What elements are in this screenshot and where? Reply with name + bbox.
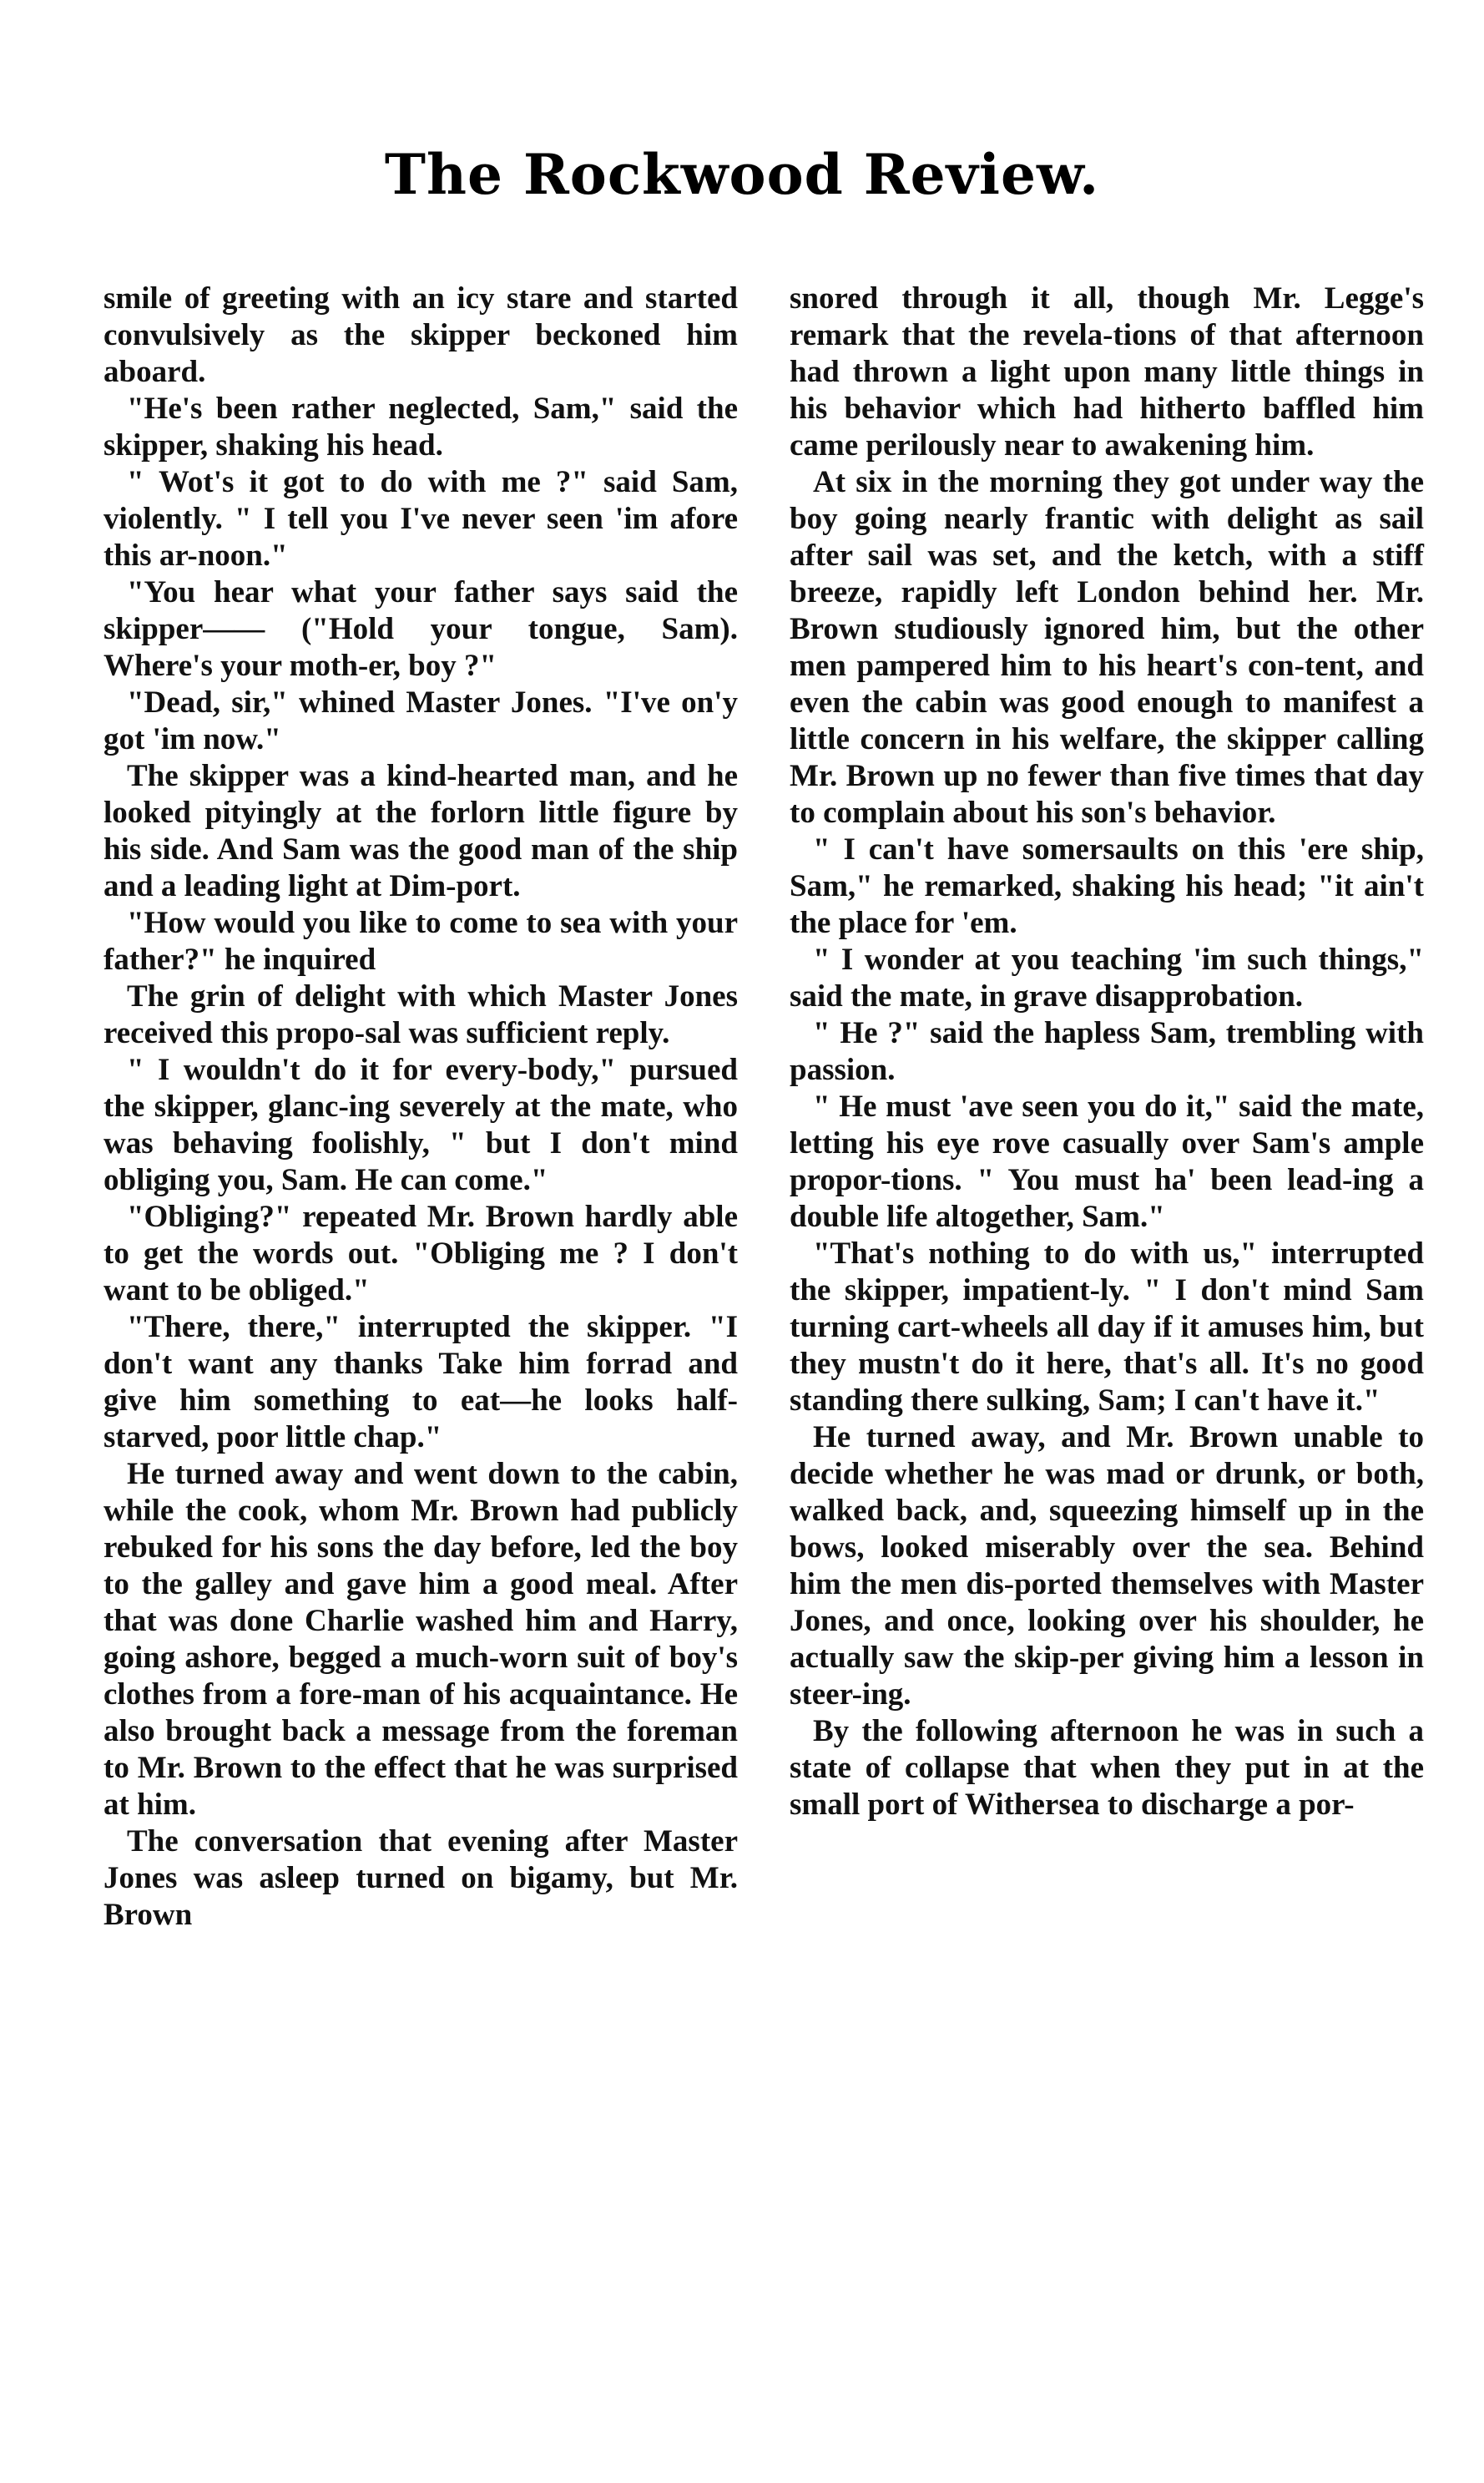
paragraph: " Wot's it got to do with me ?" said Sam, violently. " I tell you I've never seen 'im afore this ar-noon." <box>103 465 738 573</box>
paragraph: At six in the morning they got under way the boy going nearly frantic with delight as sail after sail was set, and the ketch, with a stiff breeze, rapidly left London behind her. Mr. Brown studiously ignored him, but the other men pampered him to his heart's con-tent, and even the cabin was good enough to manifest a little concern in his welfare, the skipper calling Mr. Brown up no fewer than five times that day to complain about his son's behavior. <box>790 465 1424 830</box>
paragraph: The skipper was a kind-hearted man, and he looked pityingly at the forlorn little figure by his side. And Sam was the good man of the ship and a leading light at Dim-port. <box>103 759 738 903</box>
masthead-title: The Rockwood Review. <box>384 142 1100 207</box>
paragraph: By the following afternoon he was in such a state of collapse that when they put in at the small port of Withersea to discharge a por- <box>790 1714 1424 1822</box>
paragraph: The grin of delight with which Master Jones received this propo-sal was sufficient reply. <box>103 979 738 1050</box>
paragraph: "There, there," interrupted the skipper. "I don't want any thanks Take him forrad and give him something to eat—he looks half-starved, poor little chap." <box>103 1310 738 1454</box>
paragraph: " I can't have somersaults on this 'ere ship, Sam," he remarked, shaking his head; "it ain't the place for 'em. <box>790 832 1424 940</box>
paragraph: "That's nothing to do with us," interrupted the skipper, impatient-ly. " I don't mind Sam turning cart-wheels all day if it amuses him, but they mustn't do it here, that's all. It's no good standing there sulking, Sam; I can't have it." <box>790 1236 1424 1418</box>
paragraph: "He's been rather neglected, Sam," said the skipper, shaking his head. <box>103 392 738 463</box>
paragraph: He turned away, and Mr. Brown unable to decide whether he was mad or drunk, or both, walked back, and, squeezing himself up in the bows, looked miserably over the sea. Behind him the men dis-ported themselves with Master Jones, and once, looking over his shoulder, he actually saw the skip-per giving him a lesson in steer-ing. <box>790 1420 1424 1712</box>
paragraph: " He ?" said the hapless Sam, trembling with passion. <box>790 1016 1424 1087</box>
paragraph: snored through it all, though Mr. Legge's remark that the revela-tions of that afternoon had thrown a light upon many little things in his behavior which had hitherto baffled him came perilously near to awakening him. <box>790 281 1424 463</box>
paragraph: " I wouldn't do it for every-body," pursued the skipper, glanc-ing severely at the mate, who was behaving foolishly, " but I don't mind obliging you, Sam. He can come." <box>103 1053 738 1197</box>
right-column <box>790 281 1424 1823</box>
paragraph: "Obliging?" repeated Mr. Brown hardly able to get the words out. "Obliging me ? I don't want to be obliged." <box>103 1200 738 1307</box>
paragraph: " He must 'ave seen you do it," said the mate, letting his eye rove casually over Sam's ample propor-tions. " You must ha' been lead-ing a double life altogether, Sam." <box>790 1090 1424 1234</box>
paragraph: The conversation that evening after Master Jones was asleep turned on bigamy, but Mr. Brown <box>103 1824 738 1932</box>
paragraph: " I wonder at you teaching 'im such things," said the mate, in grave disapprobation. <box>790 943 1424 1014</box>
paragraph: "You hear what your father says said the skipper—— ("Hold your tongue, Sam). Where's your moth-er, boy ?" <box>103 575 738 683</box>
paragraph: "How would you like to come to sea with your father?" he inquired <box>103 906 738 977</box>
left-column <box>103 281 738 1934</box>
paragraph: He turned away and went down to the cabin, while the cook, whom Mr. Brown had publicly rebuked for his sons the day before, led the boy to the galley and gave him a good meal. After that was done Charlie washed him and Harry, going ashore, begged a much-worn suit of boy's clothes from a fore-man of his acquaintance. He also brought back a message from the foreman to Mr. Brown to the effect that he was surprised at him. <box>103 1457 738 1822</box>
paragraph: "Dead, sir," whined Master Jones. "I've on'y got 'im now." <box>103 685 738 756</box>
paragraph: smile of greeting with an icy stare and started convulsively as the skipper beckoned him aboard. <box>103 281 738 389</box>
